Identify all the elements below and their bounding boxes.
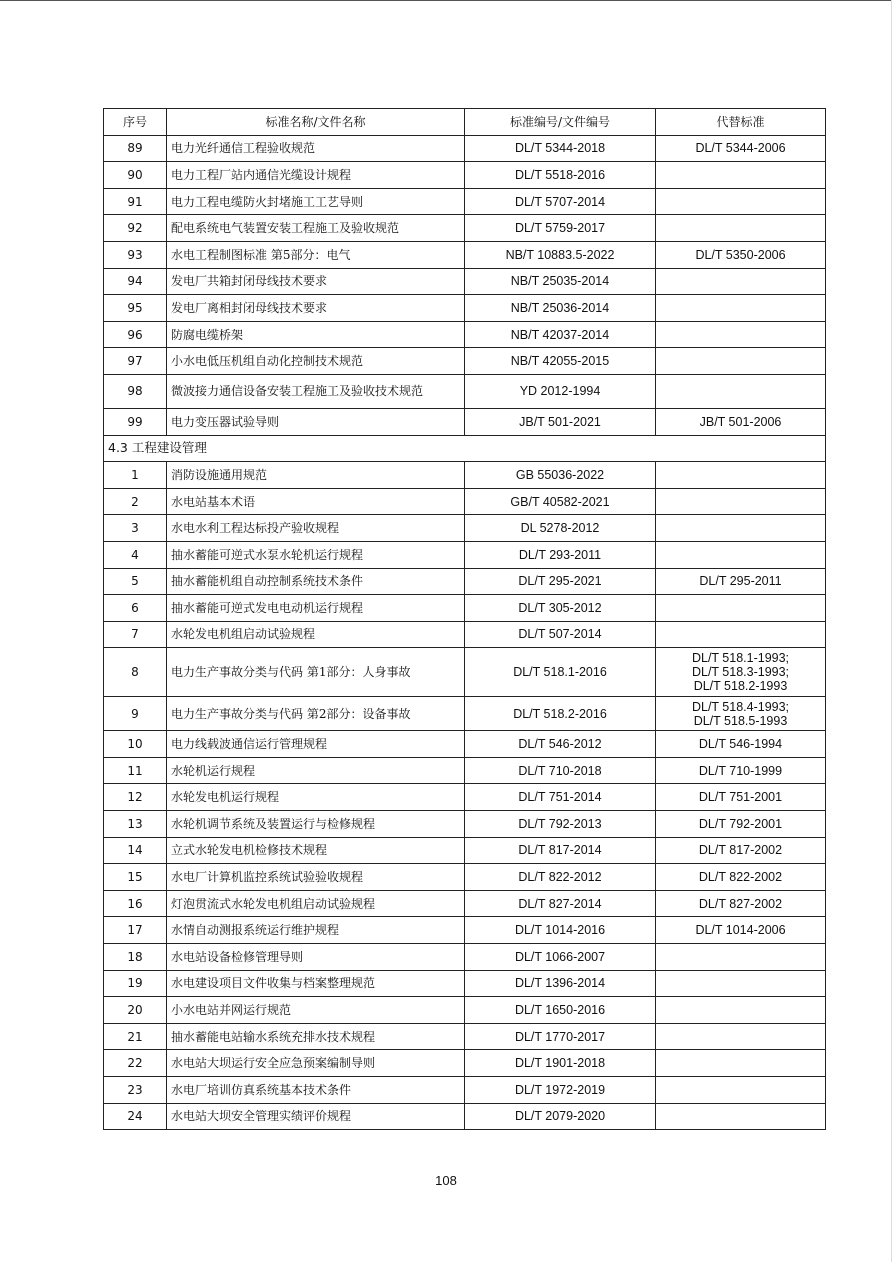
cell-code: DL/T 305-2012 (465, 595, 656, 622)
header-name: 标准名称/文件名称 (167, 109, 465, 136)
cell-code: DL/T 1650-2016 (465, 997, 656, 1024)
cell-name: 抽水蓄能可逆式水泵水轮机运行规程 (167, 541, 465, 568)
table-row (104, 188, 826, 215)
table-row (104, 215, 826, 242)
cell-replaces (656, 188, 826, 215)
table-row (104, 321, 826, 348)
table-row (104, 997, 826, 1024)
cell-replaces (656, 215, 826, 242)
cell-name: 小水电低压机组自动化控制技术规范 (167, 348, 465, 375)
cell-replaces (656, 268, 826, 295)
replaces-line: DL/T 518.5-1993 (693, 713, 788, 728)
cell-code: DL/T 1770-2017 (465, 1023, 656, 1050)
table-row (104, 162, 826, 189)
cell-no: 93 (104, 241, 167, 268)
replaces-line: DL/T 518.1-1993; (691, 651, 790, 666)
cell-code: NB/T 42037-2014 (465, 321, 656, 348)
table-row (104, 541, 826, 568)
cell-no: 8 (104, 648, 167, 697)
cell-replaces: DL/T 5344-2006 (656, 135, 826, 162)
cell-name: 水电工程制图标准 第5部分：电气 (167, 241, 465, 268)
cell-code: DL/T 817-2014 (465, 837, 656, 864)
table-row (104, 697, 826, 731)
cell-code: GB/T 40582-2021 (465, 488, 656, 515)
standards-table (103, 108, 826, 1130)
cell-code: DL/T 1396-2014 (465, 970, 656, 997)
page-number: 108 (435, 1173, 457, 1188)
cell-name: 电力工程电缆防火封堵施工工艺导则 (167, 188, 465, 215)
cell-replaces: DL/T 817-2002 (656, 837, 826, 864)
cell-code: DL/T 546-2012 (465, 731, 656, 758)
cell-name: 水情自动测报系统运行维护规程 (167, 917, 465, 944)
cell-name: 抽水蓄能电站输水系统充排水技术规程 (167, 1023, 465, 1050)
cell-code: YD 2012-1994 (465, 374, 656, 408)
cell-no: 18 (104, 944, 167, 971)
cell-code: DL/T 1066-2007 (465, 944, 656, 971)
cell-replaces (656, 488, 826, 515)
cell-no: 19 (104, 970, 167, 997)
cell-replaces: DL/T 295-2011 (656, 568, 826, 595)
cell-name: 小水电站并网运行规范 (167, 997, 465, 1024)
cell-name: 电力线载波通信运行管理规程 (167, 731, 465, 758)
cell-code: NB/T 25036-2014 (465, 295, 656, 322)
cell-name: 灯泡贯流式水轮发电机组启动试验规程 (167, 890, 465, 917)
cell-no: 1 (104, 462, 167, 489)
table-row (104, 837, 826, 864)
cell-name: 水轮机调节系统及装置运行与检修规程 (167, 811, 465, 838)
table-row (104, 488, 826, 515)
table-row (104, 374, 826, 408)
cell-replaces (656, 1050, 826, 1077)
cell-name: 水电站大坝运行安全应急预案编制导则 (167, 1050, 465, 1077)
cell-no: 94 (104, 268, 167, 295)
cell-replaces (656, 648, 826, 697)
table-row (104, 890, 826, 917)
cell-replaces: JB/T 501-2006 (656, 408, 826, 435)
cell-no: 11 (104, 757, 167, 784)
cell-name: 抽水蓄能可逆式发电电动机运行规程 (167, 595, 465, 622)
cell-name: 水电站设备检修管理导则 (167, 944, 465, 971)
cell-no: 7 (104, 621, 167, 648)
cell-code: DL/T 293-2011 (465, 541, 656, 568)
cell-code: GB 55036-2022 (465, 462, 656, 489)
cell-no: 20 (104, 997, 167, 1024)
table-row (104, 462, 826, 489)
cell-no: 13 (104, 811, 167, 838)
cell-code: DL/T 1972-2019 (465, 1077, 656, 1104)
cell-name: 微波接力通信设备安装工程施工及验收技术规范 (167, 374, 465, 408)
cell-code: DL/T 507-2014 (465, 621, 656, 648)
table-row (104, 784, 826, 811)
cell-name: 抽水蓄能机组自动控制系统技术条件 (167, 568, 465, 595)
cell-code: DL/T 1014-2016 (465, 917, 656, 944)
cell-name: 配电系统电气装置安装工程施工及验收规范 (167, 215, 465, 242)
cell-name: 水轮发电机组启动试验规程 (167, 621, 465, 648)
cell-replaces: DL/T 822-2002 (656, 864, 826, 891)
cell-name: 水电站基本术语 (167, 488, 465, 515)
cell-no: 10 (104, 731, 167, 758)
cell-name: 水轮机运行规程 (167, 757, 465, 784)
table-row (104, 970, 826, 997)
table-row (104, 135, 826, 162)
cell-no: 90 (104, 162, 167, 189)
cell-code: DL/T 518.1-2016 (465, 648, 656, 697)
table-row (104, 568, 826, 595)
cell-code: DL/T 518.2-2016 (465, 697, 656, 731)
cell-no: 3 (104, 515, 167, 542)
table-header-row (104, 109, 826, 136)
cell-replaces: DL/T 751-2001 (656, 784, 826, 811)
cell-replaces (656, 462, 826, 489)
table-row (104, 621, 826, 648)
cell-code: JB/T 501-2021 (465, 408, 656, 435)
table-row (104, 408, 826, 435)
cell-code: DL/T 827-2014 (465, 890, 656, 917)
cell-replaces (656, 944, 826, 971)
cell-replaces (656, 348, 826, 375)
cell-replaces: DL/T 710-1999 (656, 757, 826, 784)
cell-replaces (656, 321, 826, 348)
section-title: 4.3 工程建设管理 (104, 435, 826, 462)
cell-code: DL/T 1901-2018 (465, 1050, 656, 1077)
cell-code: DL/T 2079-2020 (465, 1103, 656, 1130)
table-row (104, 595, 826, 622)
table-row (104, 1077, 826, 1104)
table-row (104, 295, 826, 322)
table-row (104, 648, 826, 697)
table-row (104, 241, 826, 268)
cell-replaces (656, 970, 826, 997)
cell-no: 23 (104, 1077, 167, 1104)
header-no: 序号 (104, 109, 167, 136)
cell-name: 电力光纤通信工程验收规范 (167, 135, 465, 162)
cell-code: DL/T 710-2018 (465, 757, 656, 784)
cell-replaces (656, 595, 826, 622)
cell-name: 立式水轮发电机检修技术规程 (167, 837, 465, 864)
cell-replaces (656, 1077, 826, 1104)
cell-no: 12 (104, 784, 167, 811)
table-row (104, 1050, 826, 1077)
cell-no: 98 (104, 374, 167, 408)
cell-name: 水电厂计算机监控系统试验验收规程 (167, 864, 465, 891)
cell-no: 14 (104, 837, 167, 864)
replaces-line: DL/T 518.2-1993 (693, 679, 788, 694)
cell-code: NB/T 10883.5-2022 (465, 241, 656, 268)
cell-code: NB/T 25035-2014 (465, 268, 656, 295)
cell-replaces (656, 997, 826, 1024)
cell-replaces (656, 1023, 826, 1050)
cell-code: DL/T 5518-2016 (465, 162, 656, 189)
table-row (104, 864, 826, 891)
cell-replaces: DL/T 546-1994 (656, 731, 826, 758)
cell-name: 电力生产事故分类与代码 第1部分：人身事故 (167, 648, 465, 697)
cell-no: 16 (104, 890, 167, 917)
table-row (104, 917, 826, 944)
cell-no: 21 (104, 1023, 167, 1050)
cell-replaces (656, 697, 826, 731)
cell-name: 电力工程厂站内通信光缆设计规程 (167, 162, 465, 189)
table-row (104, 944, 826, 971)
cell-no: 92 (104, 215, 167, 242)
cell-code: DL/T 5759-2017 (465, 215, 656, 242)
cell-no: 24 (104, 1103, 167, 1130)
table-row (104, 731, 826, 758)
cell-replaces: DL/T 5350-2006 (656, 241, 826, 268)
cell-name: 电力变压器试验导则 (167, 408, 465, 435)
table-row (104, 515, 826, 542)
cell-no: 2 (104, 488, 167, 515)
cell-code: DL 5278-2012 (465, 515, 656, 542)
cell-code: DL/T 792-2013 (465, 811, 656, 838)
cell-name: 水轮发电机运行规程 (167, 784, 465, 811)
cell-code: DL/T 751-2014 (465, 784, 656, 811)
cell-name: 水电厂培训仿真系统基本技术条件 (167, 1077, 465, 1104)
cell-name: 发电厂离相封闭母线技术要求 (167, 295, 465, 322)
cell-no: 9 (104, 697, 167, 731)
cell-no: 6 (104, 595, 167, 622)
cell-name: 水电建设项目文件收集与档案整理规范 (167, 970, 465, 997)
cell-name: 发电厂共箱封闭母线技术要求 (167, 268, 465, 295)
cell-no: 17 (104, 917, 167, 944)
cell-no: 15 (104, 864, 167, 891)
cell-name: 电力生产事故分类与代码 第2部分：设备事故 (167, 697, 465, 731)
replaces-line: DL/T 518.4-1993; (691, 699, 790, 714)
cell-no: 5 (104, 568, 167, 595)
cell-name: 消防设施通用规范 (167, 462, 465, 489)
cell-code: DL/T 5344-2018 (465, 135, 656, 162)
cell-replaces: DL/T 827-2002 (656, 890, 826, 917)
cell-replaces: DL/T 792-2001 (656, 811, 826, 838)
cell-no: 97 (104, 348, 167, 375)
cell-replaces (656, 295, 826, 322)
cell-code: DL/T 295-2021 (465, 568, 656, 595)
cell-no: 22 (104, 1050, 167, 1077)
replaces-line: DL/T 518.3-1993; (691, 665, 790, 680)
cell-no: 99 (104, 408, 167, 435)
header-code: 标准编号/文件编号 (465, 109, 656, 136)
table-row (104, 811, 826, 838)
cell-replaces (656, 621, 826, 648)
table-row (104, 1103, 826, 1130)
cell-no: 4 (104, 541, 167, 568)
cell-name: 水电水利工程达标投产验收规程 (167, 515, 465, 542)
cell-replaces (656, 1103, 826, 1130)
cell-replaces (656, 374, 826, 408)
cell-no: 89 (104, 135, 167, 162)
table-row (104, 348, 826, 375)
cell-replaces (656, 515, 826, 542)
table-row (104, 1023, 826, 1050)
cell-no: 95 (104, 295, 167, 322)
cell-replaces (656, 541, 826, 568)
cell-name: 水电站大坝安全管理实绩评价规程 (167, 1103, 465, 1130)
page-top-border (0, 0, 892, 1)
cell-code: DL/T 5707-2014 (465, 188, 656, 215)
cell-code: NB/T 42055-2015 (465, 348, 656, 375)
table-row (104, 268, 826, 295)
cell-name: 防腐电缆桥架 (167, 321, 465, 348)
table-row (104, 757, 826, 784)
section-row (104, 435, 826, 462)
cell-replaces (656, 162, 826, 189)
header-replaces: 代替标准 (656, 109, 826, 136)
cell-no: 91 (104, 188, 167, 215)
cell-no: 96 (104, 321, 167, 348)
cell-replaces: DL/T 1014-2006 (656, 917, 826, 944)
cell-code: DL/T 822-2012 (465, 864, 656, 891)
